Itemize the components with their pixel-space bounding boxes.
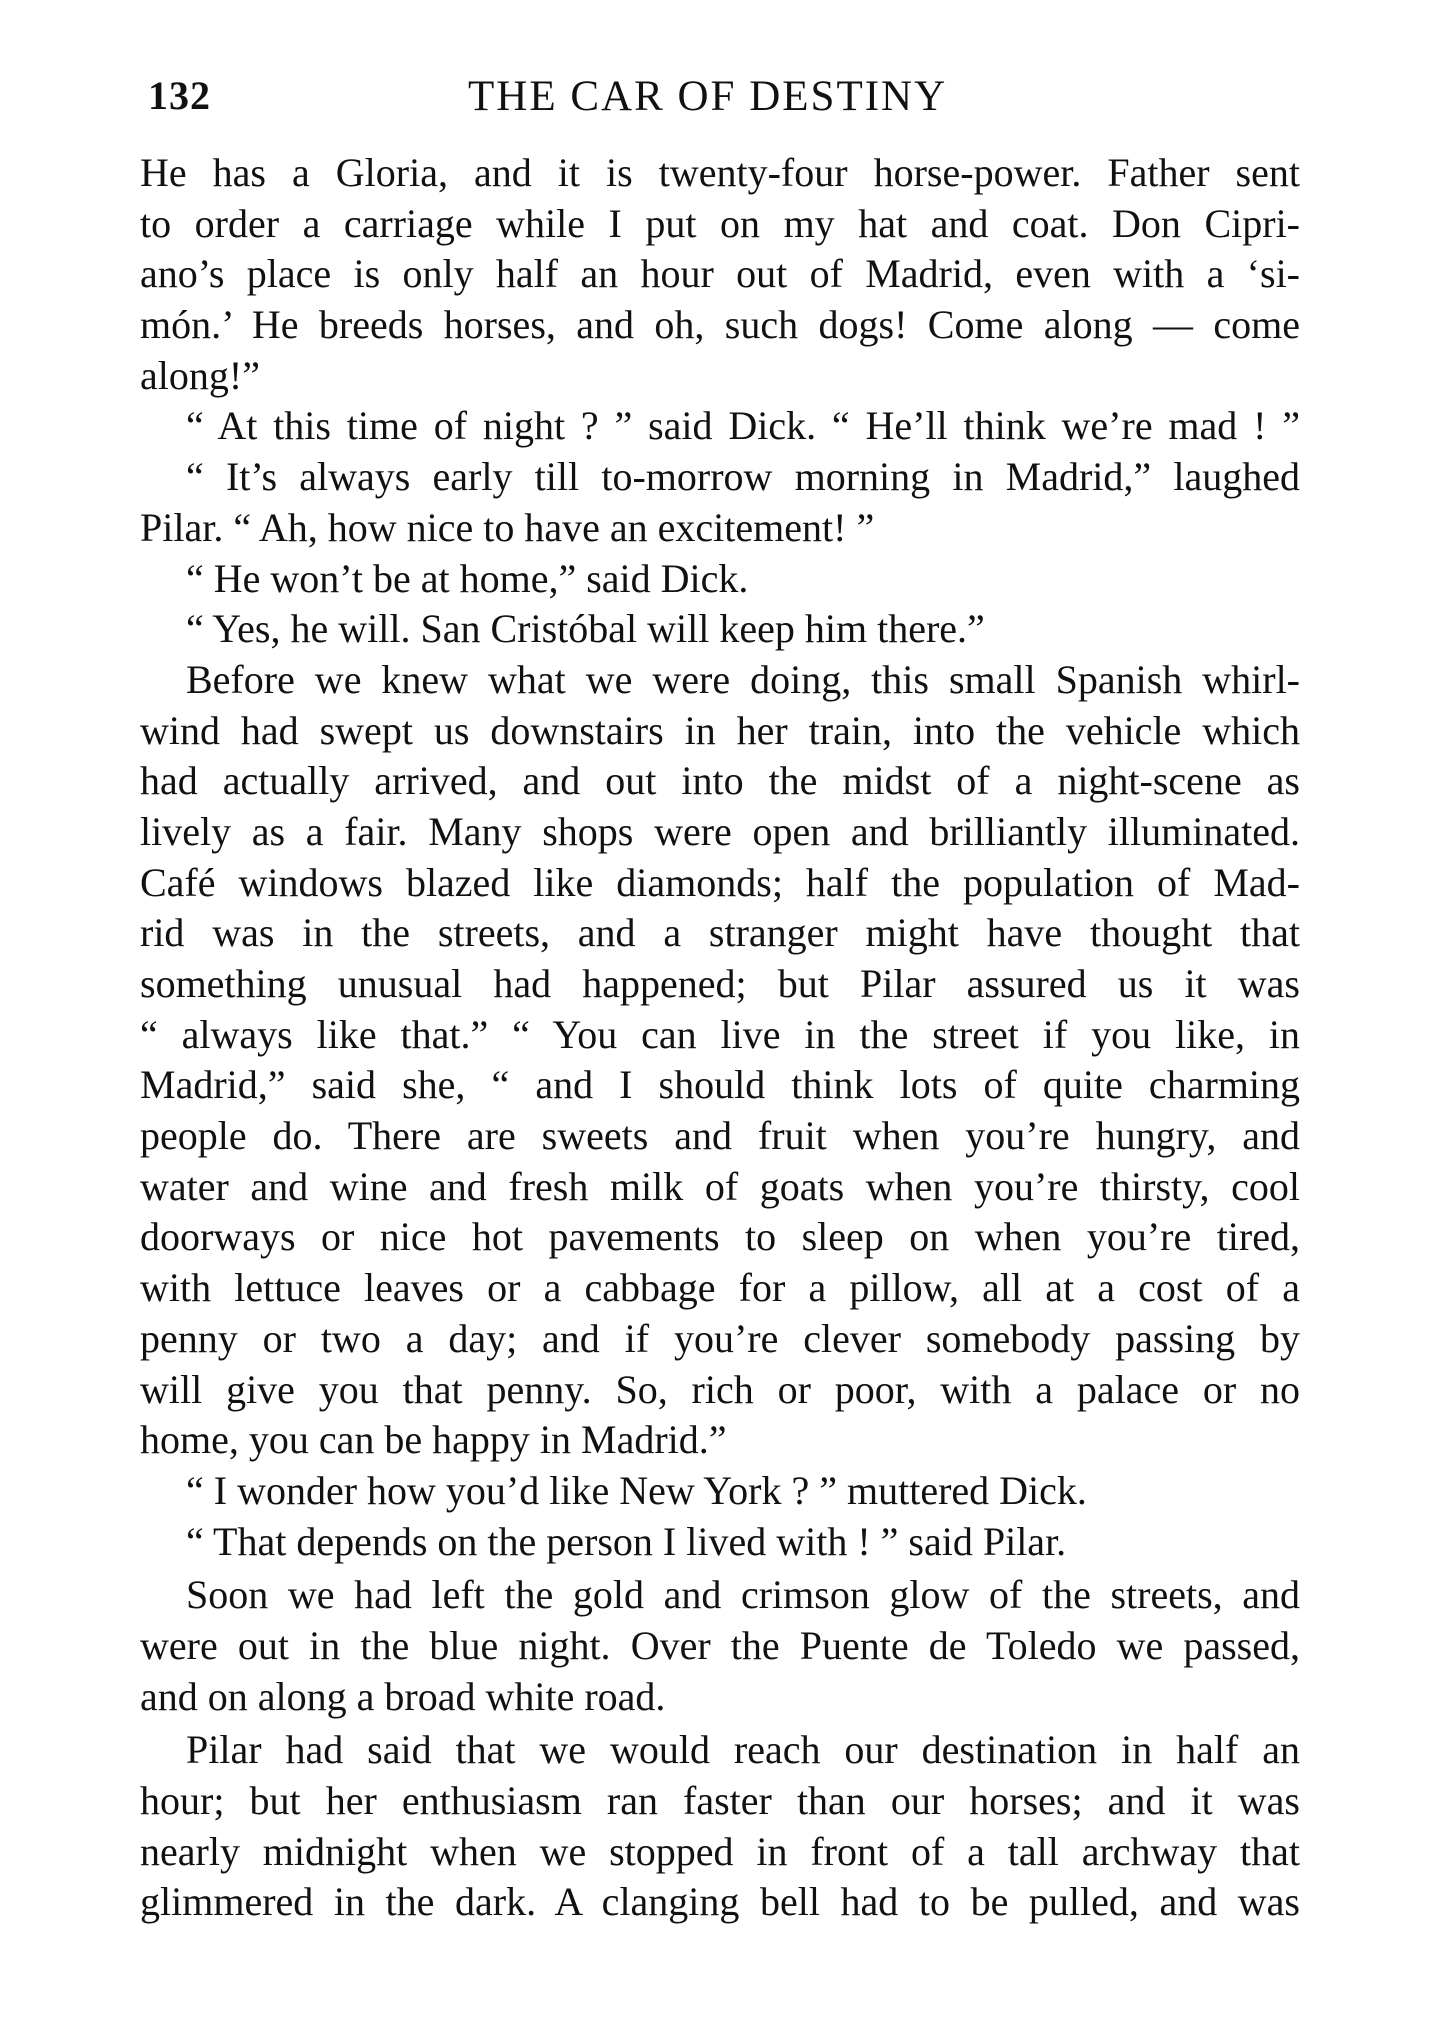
text-line: and on along a broad white road.: [140, 1673, 666, 1719]
text-line: people do. There are sweets and fruit when you’re hungry, and: [140, 1113, 1300, 1159]
text-line: were out in the blue night. Over the Puente de Toledo we passed,: [140, 1622, 1300, 1668]
text-line: “ At this time of night ? ” said Dick. “ He’ll think we’re mad ! ”: [186, 403, 1300, 449]
text-line: He has a Gloria, and it is twenty-four horse-power. Father sent: [140, 150, 1300, 195]
text-line: water and wine and fresh milk of goats when you’re thirsty, cool: [140, 1163, 1300, 1209]
text-line: rid was in the streets, and a stranger might have thought that: [140, 910, 1300, 956]
text-line: “ It’s always early till to-morrow morning in Madrid,” laughed: [186, 454, 1300, 500]
text-line: “ That depends on the person I lived with ! ” said Pilar.: [186, 1518, 1067, 1564]
text-line: Before we knew what we were doing, this small Spanish whirl-: [186, 656, 1300, 702]
text-line: “ I wonder how you’d like New York ? ” muttered Dick.: [186, 1467, 1087, 1513]
text-line: to order a carriage while I put on my hat and coat. Don Cipri-: [140, 200, 1300, 246]
text-line: ano’s place is only half an hour out of Madrid, even with a ‘si-: [140, 251, 1300, 297]
text-line: “ always like that.” “ You can live in the street if you like, in: [140, 1011, 1300, 1057]
text-line: Madrid,” said she, “ and I should think lots of quite charming: [140, 1062, 1300, 1108]
text-line: home, you can be happy in Madrid.”: [140, 1417, 727, 1463]
text-line: Pilar. “ Ah, how nice to have an excitement! ”: [140, 504, 875, 550]
text-line: “ He won’t be at home,” said Dick.: [186, 555, 749, 601]
page-header: [148, 72, 1298, 128]
text-line: hour; but her enthusiasm ran faster than our horses; and it was: [140, 1778, 1300, 1823]
text-line: lively as a fair. Many shops were open and brilliantly illuminated.: [140, 808, 1300, 854]
running-title: THE CAR OF DESTINY: [468, 73, 948, 120]
text-line: Café windows blazed like diamonds; half the population of Mad-: [140, 859, 1300, 905]
text-line: doorways or nice hot pavements to sleep on when you’re tired,: [140, 1214, 1300, 1260]
text-line: “ Yes, he will. San Cristóbal will keep him there.”: [186, 606, 985, 652]
page-number: 132: [148, 73, 211, 118]
text-line: along!”: [140, 352, 260, 398]
text-line: món.’ He breeds horses, and oh, such dogs! Come along — come: [140, 302, 1300, 348]
text-line: glimmered in the dark. A clanging bell had to be pulled, and was: [140, 1879, 1300, 1925]
text-line: had actually arrived, and out into the midst of a night-scene as: [140, 758, 1300, 804]
text-line: will give you that penny. So, rich or poor, with a palace or no: [140, 1366, 1300, 1412]
text-line: penny or two a day; and if you’re clever somebody passing by: [140, 1315, 1300, 1361]
text-line: with lettuce leaves or a cabbage for a pillow, all at a cost of a: [140, 1265, 1300, 1311]
text-line: wind had swept us downstairs in her train, into the vehicle which: [140, 707, 1300, 753]
text-line: Pilar had said that we would reach our destination in half an: [186, 1727, 1300, 1773]
body-text: [140, 148, 1300, 1928]
text-line: something unusual had happened; but Pilar assured us it was: [140, 961, 1300, 1006]
text-line: Soon we had left the gold and crimson glow of the streets, and: [186, 1572, 1300, 1618]
text-line: nearly midnight when we stopped in front of a tall archway that: [140, 1828, 1300, 1874]
